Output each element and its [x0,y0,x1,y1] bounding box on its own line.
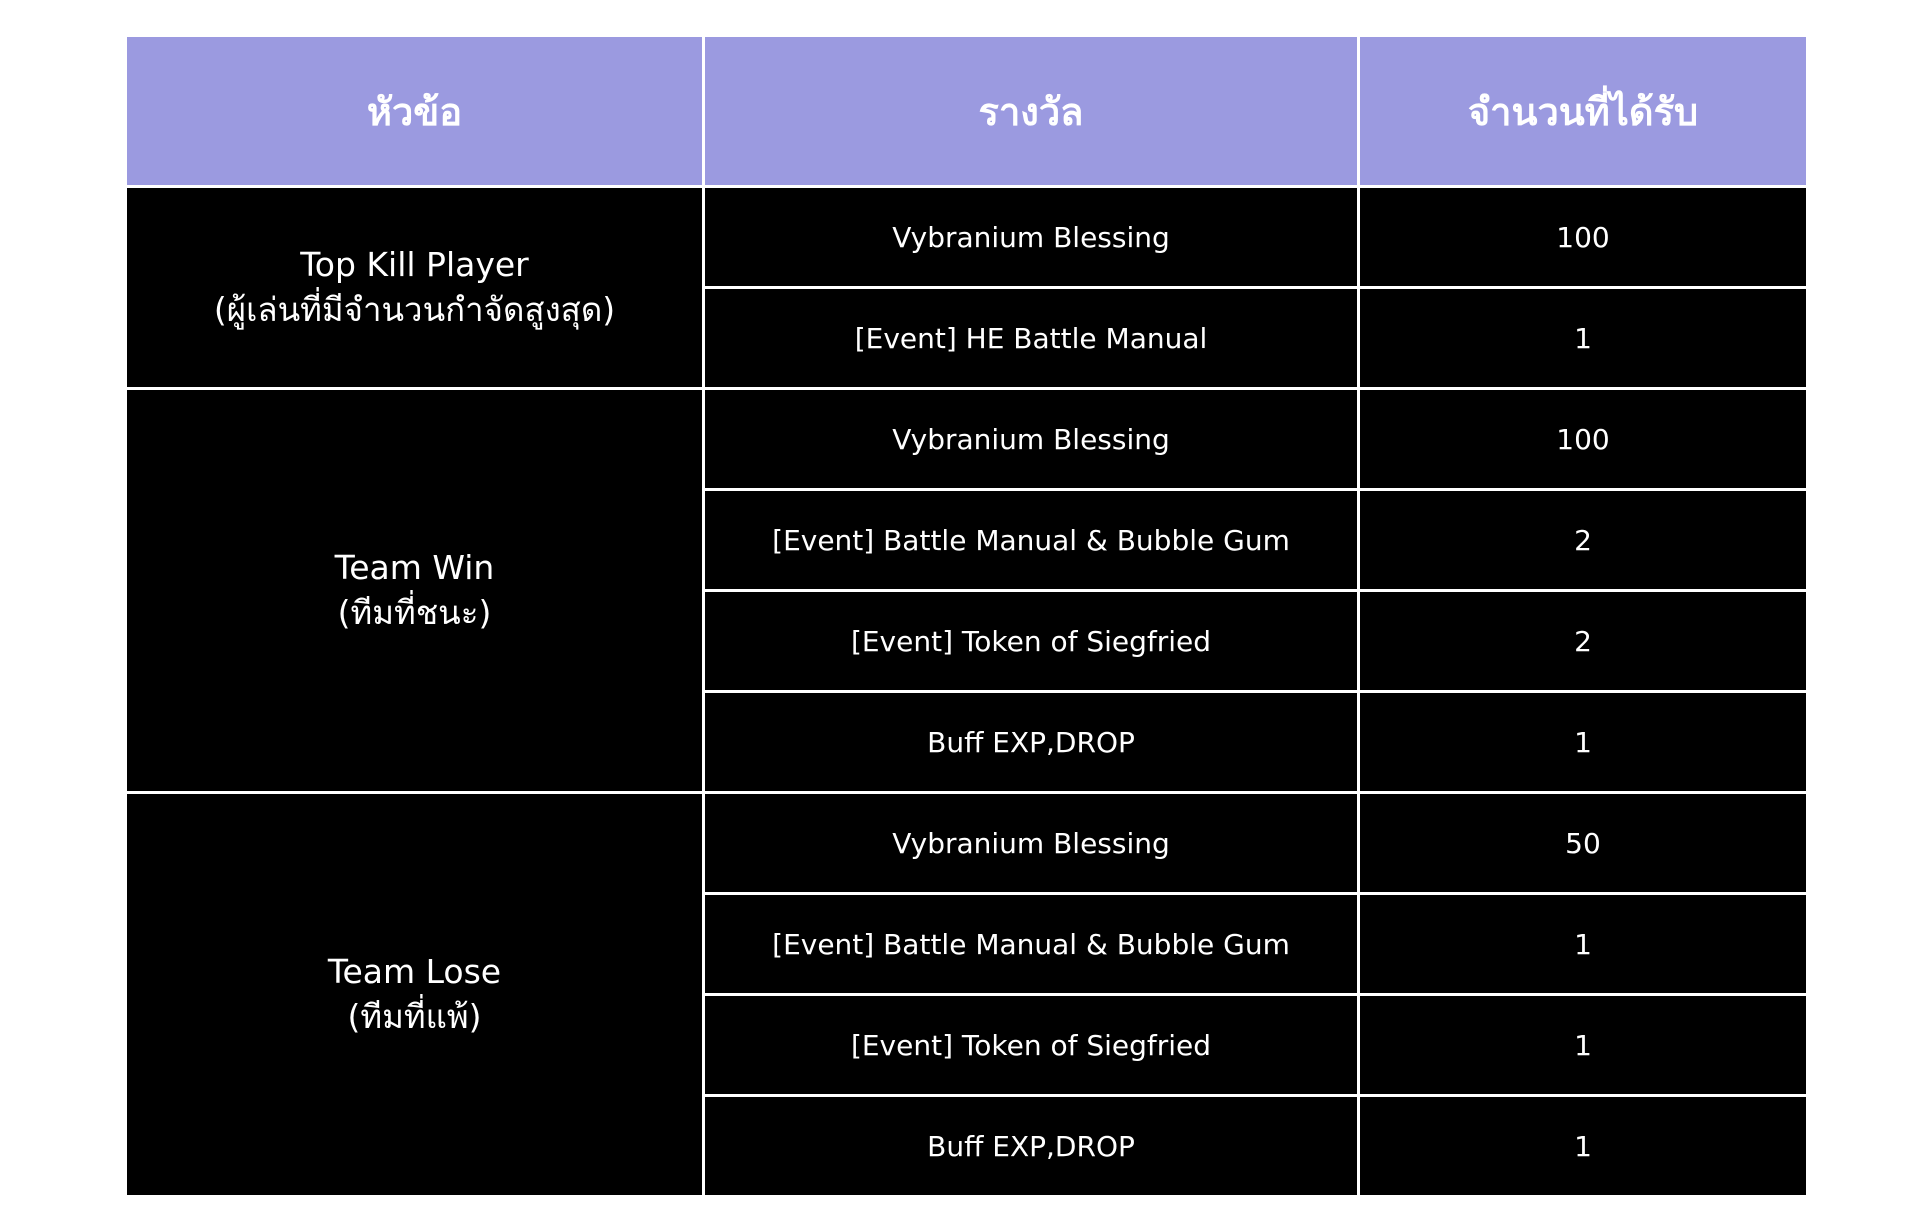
topic-cell-top-kill [126,187,704,389]
topic-title: Top Kill Player [300,244,529,284]
table-row [126,793,1808,894]
topic-title: Team Lose [327,951,502,991]
reward-cell: Vybranium Blessing [704,389,1359,490]
header-topic: หัวข้อ [126,36,704,187]
table-row [126,389,1808,490]
amount-cell: 1 [1359,894,1808,995]
amount-cell: 1 [1359,288,1808,389]
table-row [126,187,1808,288]
reward-cell: Vybranium Blessing [704,793,1359,894]
reward-cell: [Event] Token of Siegfried [704,995,1359,1096]
rewards-table [124,34,1809,1198]
topic-cell-team-lose [126,793,704,1197]
reward-cell: [Event] HE Battle Manual [704,288,1359,389]
topic-subtitle: (ทีมที่แพ้) [347,996,482,1036]
reward-cell: Buff EXP,DROP [704,692,1359,793]
reward-cell: [Event] Battle Manual & Bubble Gum [704,490,1359,591]
rewards-table-container [124,34,1806,1198]
amount-cell: 1 [1359,692,1808,793]
header-amount: จำนวนที่ได้รับ [1359,36,1808,187]
topic-title: Team Win [334,547,495,587]
topic-subtitle: (ทีมที่ชนะ) [337,592,492,632]
amount-cell: 50 [1359,793,1808,894]
amount-cell: 1 [1359,995,1808,1096]
reward-cell: [Event] Battle Manual & Bubble Gum [704,894,1359,995]
amount-cell: 2 [1359,591,1808,692]
topic-subtitle: (ผู้เล่นที่มีจำนวนกำจัดสูงสุด) [213,289,616,329]
topic-cell-team-win [126,389,704,793]
reward-cell: [Event] Token of Siegfried [704,591,1359,692]
amount-cell: 2 [1359,490,1808,591]
header-row [126,36,1808,187]
amount-cell: 100 [1359,389,1808,490]
amount-cell: 100 [1359,187,1808,288]
amount-cell: 1 [1359,1096,1808,1197]
reward-cell: Buff EXP,DROP [704,1096,1359,1197]
header-reward: รางวัล [704,36,1359,187]
reward-cell: Vybranium Blessing [704,187,1359,288]
